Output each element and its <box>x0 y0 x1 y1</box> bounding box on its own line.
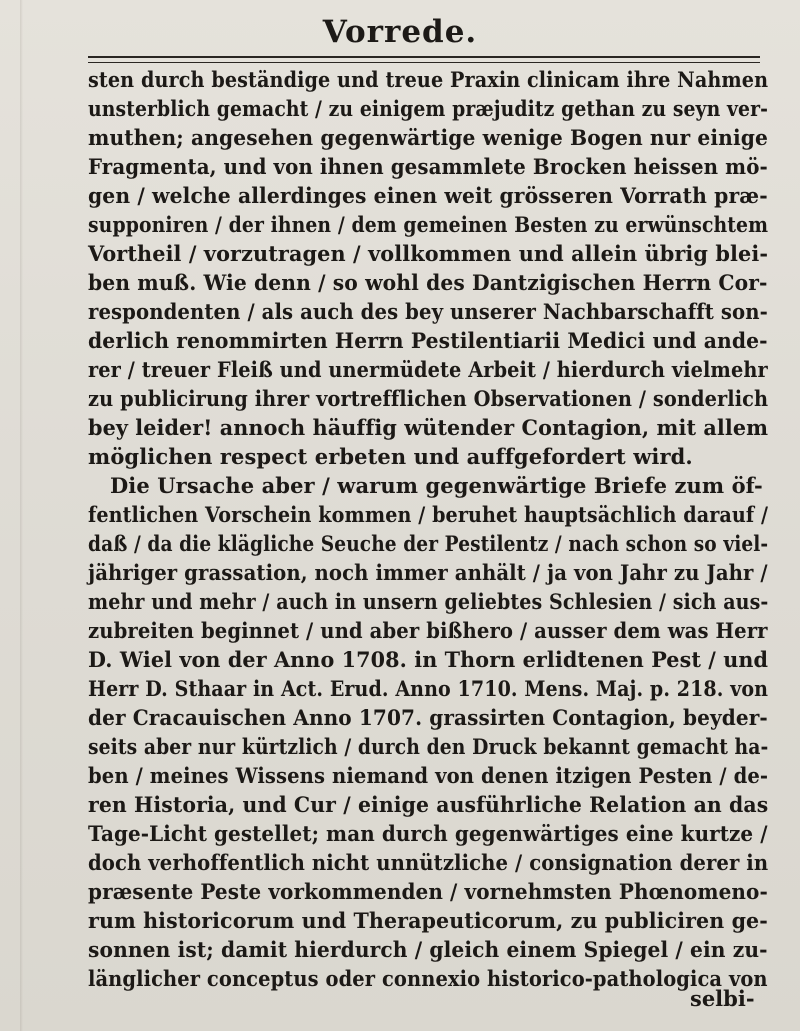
text-line: derlich renommirten Herrn Pestilentiarii Medici und ande- <box>88 328 768 353</box>
page-header: Vorrede. <box>322 14 478 50</box>
text-line: der Cracauischen Anno 1707. grassirten Contagion, beyder- <box>88 705 768 730</box>
text-line: ben / meines Wissens niemand von denen itzigen Pesten / de- <box>88 763 769 788</box>
text-line: unsterblich gemacht / zu einigem præjuditz gethan zu seyn ver- <box>88 96 768 121</box>
text-line: Tage-Licht gestellet; man durch gegenwärtiges eine kurtze / <box>88 821 768 846</box>
text-line: länglicher conceptus oder connexio historico-pathologica von <box>88 966 768 991</box>
text-line: gen / welche allerdinges einen weit grösseren Vorrath præ- <box>88 183 768 208</box>
text-line: D. Wiel von der Anno 1708. in Thorn erlidtenen Pest / und <box>88 647 769 672</box>
text-line: mehr und mehr / auch in unsern geliebtes Schlesien / sich aus- <box>88 589 769 614</box>
catchword: selbi- <box>690 986 755 1011</box>
text-line: rum historicorum und Therapeuticorum, zu publiciren ge- <box>88 908 768 933</box>
text-line: sonnen ist; damit hierdurch / gleich einem Spiegel / ein zu- <box>88 937 768 962</box>
text-line: bey leider! annoch häuffig wütender Contagion, mit allem <box>88 415 769 440</box>
text-line: seits aber nur kürtzlich / durch den Druck bekannt gemacht ha- <box>88 734 769 759</box>
text-line: sten durch beständige und treue Praxin clinicam ihre Nahmen <box>88 67 769 92</box>
text-line: jähriger grassation, noch immer anhält / ja von Jahr zu Jahr / <box>88 560 768 585</box>
text-line: ren Historia, und Cur / einige ausführliche Relation an das <box>88 792 769 817</box>
text-line: Fragmenta, und von ihnen gesammlete Brocken heissen mö- <box>88 154 768 179</box>
header-rule-thin <box>88 62 760 63</box>
text-line: Die Ursache aber / warum gegenwärtige Briefe zum öf- <box>110 473 763 498</box>
text-line: respondenten / als auch des bey unserer Nachbarschafft son- <box>88 299 768 324</box>
text-line: fentlichen Vorschein kommen / beruhet hauptsächlich darauf / <box>88 502 769 527</box>
text-line: doch verhoffentlich nicht unnützliche / consignation derer in <box>88 850 769 875</box>
text-line: ben muß. Wie denn / so wohl des Dantzigischen Herrn Cor- <box>88 270 768 295</box>
text-line: zu publicirung ihrer vortrefflichen Observationen / sonderlich <box>88 386 769 411</box>
text-line: rer / treuer Fleiß und unermüdete Arbeit / hierdurch vielmehr <box>88 357 768 382</box>
text-line: præsente Peste vorkommenden / vornehmsten Phœnomeno- <box>88 879 768 904</box>
header-rule <box>88 56 760 58</box>
text-line: zubreiten beginnet / und aber bißhero / ausser dem was Herr <box>88 618 768 643</box>
text-line: muthen; angesehen gegenwärtige wenige Bogen nur einige <box>88 125 768 150</box>
text-line: Vortheil / vorzutragen / vollkommen und allein übrig blei- <box>88 241 769 266</box>
text-line: möglichen respect erbeten und auffgefordert wird. <box>88 444 693 469</box>
text-line: daß / da die klägliche Seuche der Pestilentz / nach schon so viel- <box>88 531 769 556</box>
text-line: supponiren / der ihnen / dem gemeinen Besten zu erwünschtem <box>88 212 769 237</box>
text-line: Herr D. Sthaar in Act. Erud. Anno 1710. Mens. Maj. p. 218. von <box>88 676 769 701</box>
